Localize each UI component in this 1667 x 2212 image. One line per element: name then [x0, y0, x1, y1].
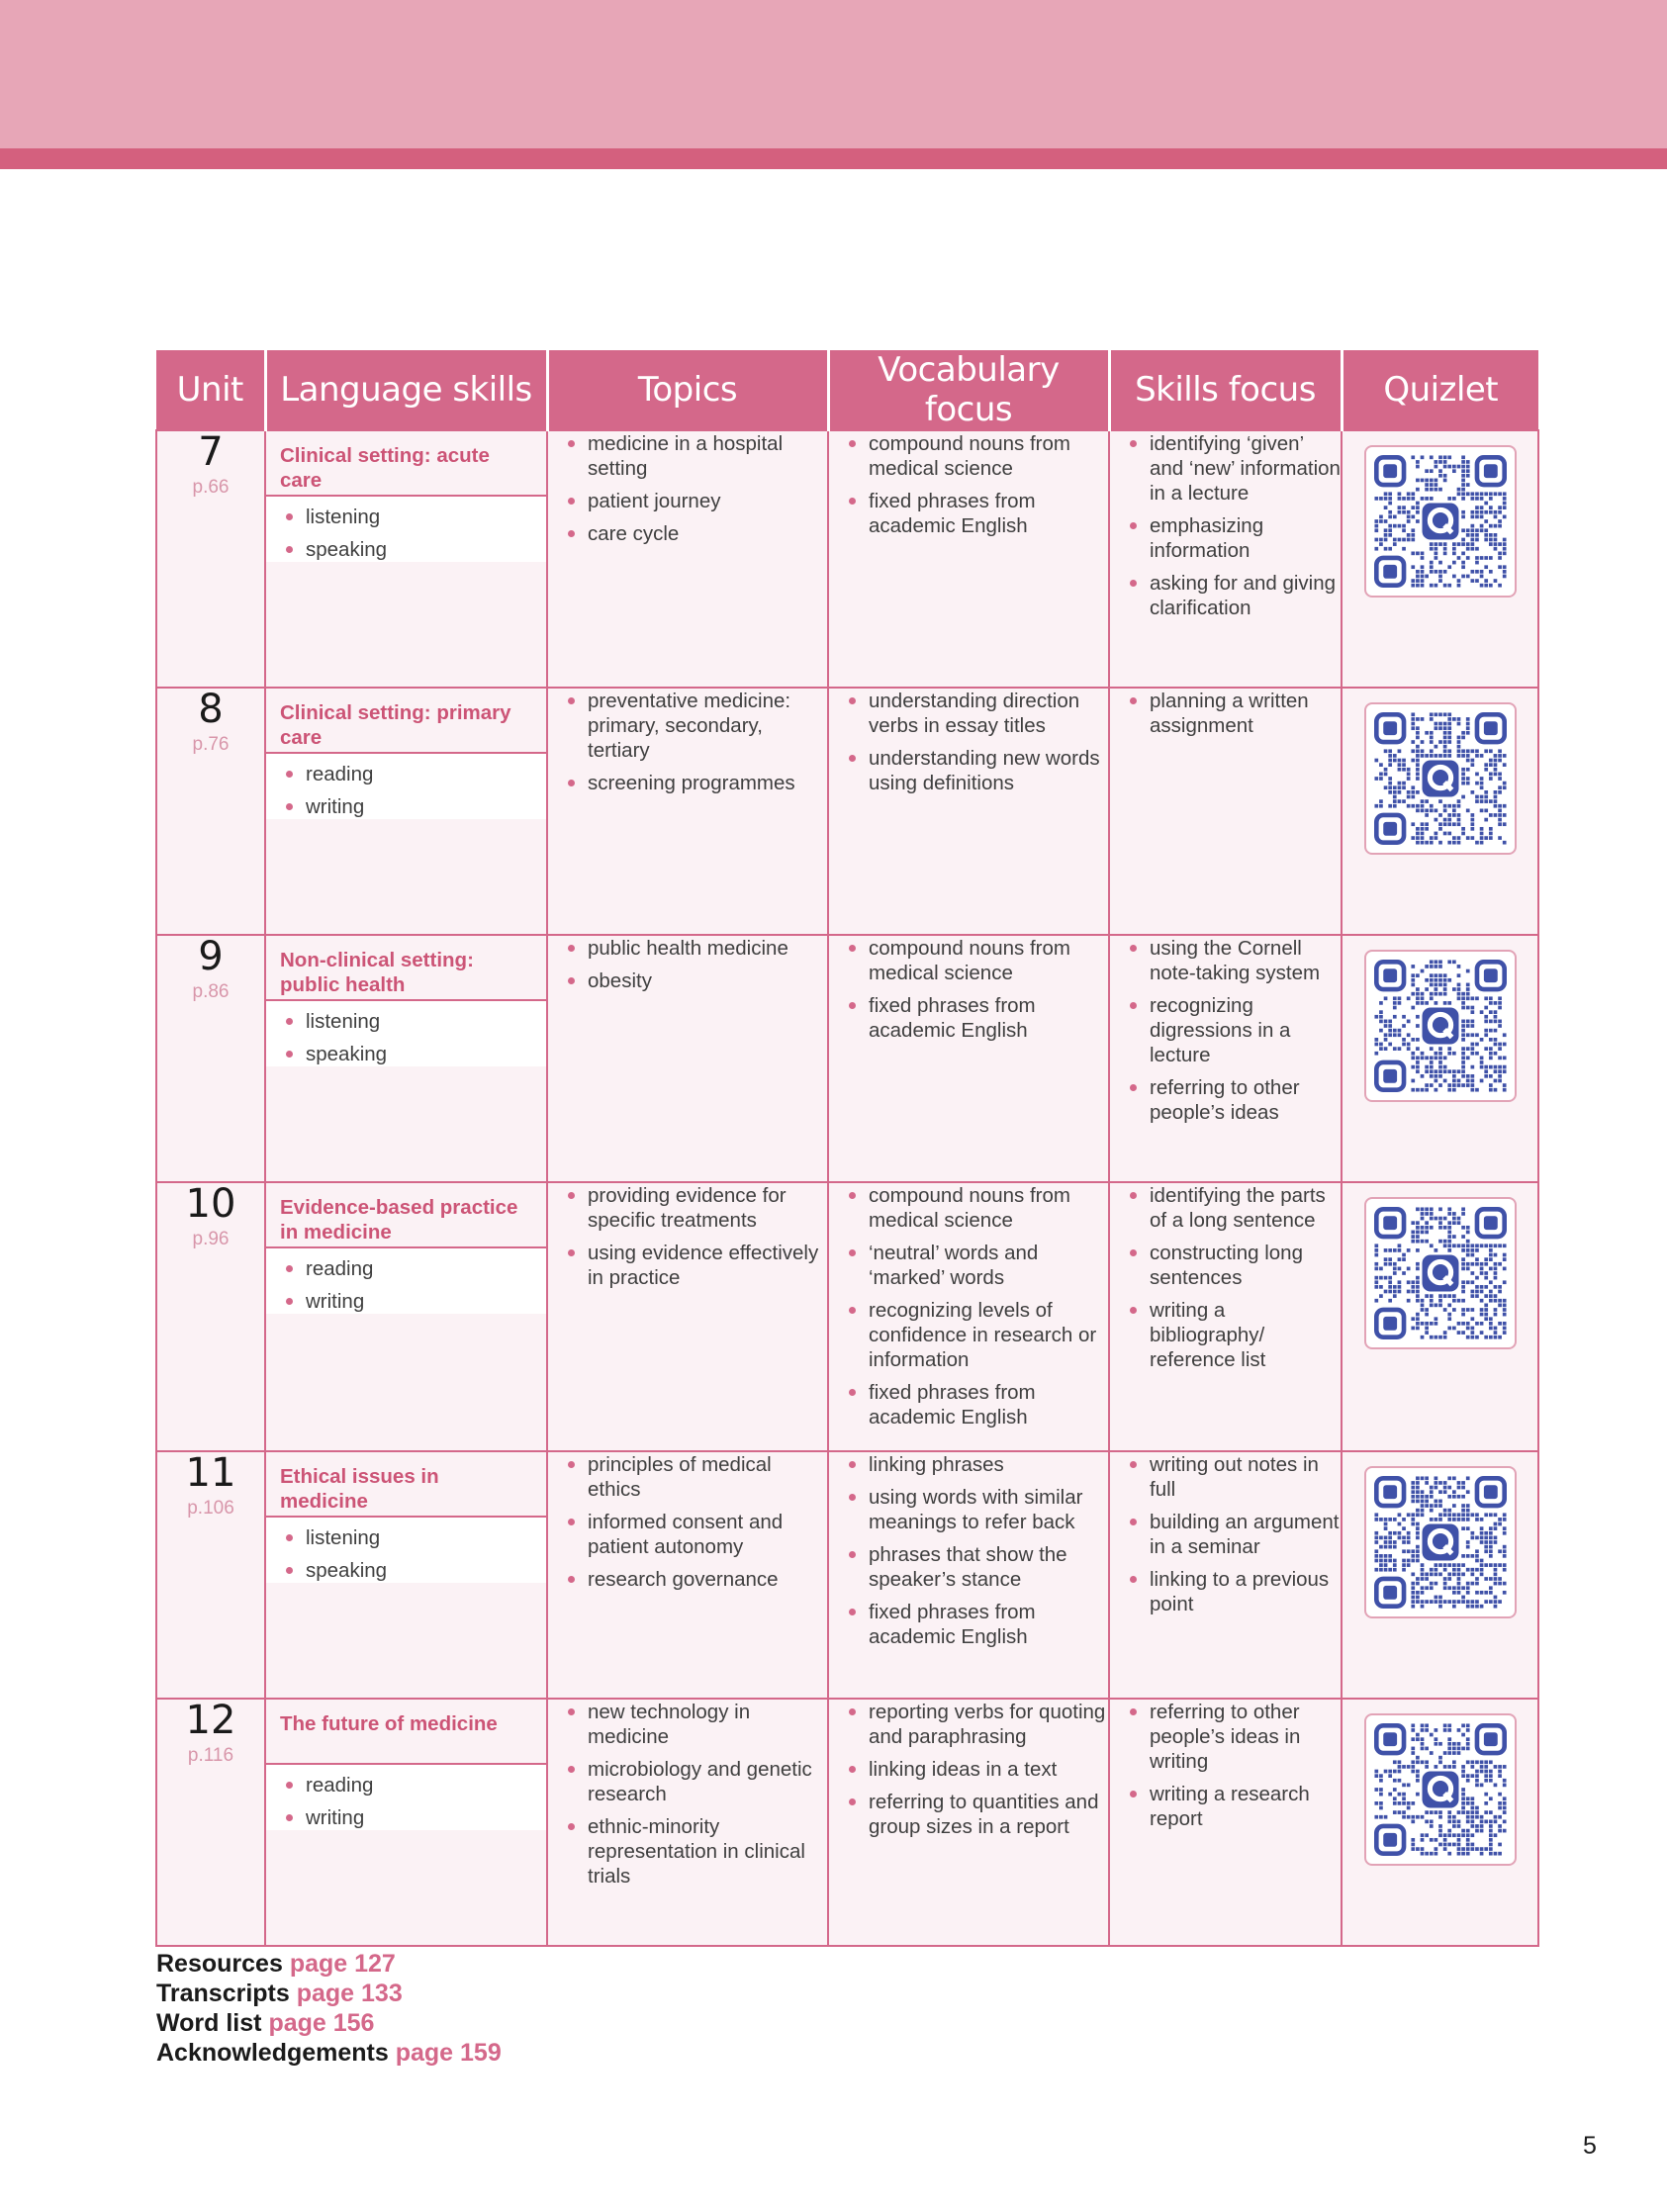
- header-band: [0, 0, 1667, 148]
- unit-title: Clinical setting: primary care: [266, 689, 546, 754]
- vocabulary-focus-cell: [828, 1451, 1109, 1699]
- unit-page-ref[interactable]: p.106: [187, 1498, 234, 1519]
- back-matter-links: [156, 1949, 502, 2068]
- list-item: ‘neutral’ words and ‘marked’ words: [829, 1241, 1108, 1290]
- list-item: ethnic-minority representation in clinical trials: [548, 1814, 827, 1889]
- unit-number: 12: [185, 1698, 236, 1743]
- list-item: reading: [266, 762, 546, 786]
- skills-focus-cell: [1109, 430, 1342, 688]
- skills-focus-cell: [1109, 688, 1342, 935]
- list-item: medicine in a hospital setting: [548, 431, 827, 481]
- vocabulary-list: [829, 1452, 1108, 1649]
- vocabulary-focus-cell: [828, 430, 1109, 688]
- list-item: using the Cornell note-taking system: [1110, 936, 1341, 985]
- unit-cell: [156, 935, 265, 1182]
- vocabulary-list: [829, 1183, 1108, 1429]
- page-number: 5: [1583, 2132, 1597, 2160]
- unit-cell: [156, 1699, 265, 1946]
- list-item: microbiology and genetic research: [548, 1757, 827, 1806]
- language-skills-cell: [265, 430, 547, 688]
- list-item: planning a written assignment: [1110, 689, 1341, 738]
- list-item: writing out notes in full: [1110, 1452, 1341, 1502]
- list-item: referring to other people’s ideas: [1110, 1075, 1341, 1125]
- list-item: compound nouns from medical science: [829, 936, 1108, 985]
- topics-cell: [547, 430, 828, 688]
- quizlet-qr-code-icon: [1374, 1723, 1507, 1856]
- quizlet-cell: [1342, 935, 1538, 1182]
- vocabulary-list: [829, 689, 1108, 795]
- unit-cell: [156, 1182, 265, 1451]
- header-stripe: [0, 148, 1667, 169]
- list-item: recognizing digressions in a lecture: [1110, 993, 1341, 1067]
- quizlet-qr-code-icon: [1374, 455, 1507, 588]
- skills-focus-list: [1110, 1452, 1341, 1616]
- list-item: listening: [266, 1525, 546, 1550]
- list-item: speaking: [266, 1042, 546, 1066]
- list-item: writing: [266, 794, 546, 819]
- col-header-vocabulary-focus: Vocabulary focus: [828, 350, 1109, 430]
- footer-link-resources[interactable]: Resources page 127: [156, 1950, 396, 1978]
- skills-focus-list: [1110, 431, 1341, 620]
- list-item: using words with similar meanings to refer back: [829, 1485, 1108, 1534]
- quizlet-qr-card[interactable]: [1364, 950, 1517, 1102]
- list-item: fixed phrases from academic English: [829, 1380, 1108, 1429]
- language-skills-cell: [265, 935, 547, 1182]
- skills-list: [266, 1001, 546, 1066]
- quizlet-cell: [1342, 1182, 1538, 1451]
- skills-focus-list: [1110, 936, 1341, 1125]
- list-item: reporting verbs for quoting and paraphrasing: [829, 1700, 1108, 1749]
- list-item: listening: [266, 1009, 546, 1034]
- unit-title: Non-clinical setting: public health: [266, 936, 546, 1001]
- skills-list: [266, 497, 546, 562]
- topics-list: [548, 1183, 827, 1290]
- vocabulary-focus-cell: [828, 688, 1109, 935]
- vocabulary-focus-cell: [828, 935, 1109, 1182]
- quizlet-qr-card[interactable]: [1364, 1713, 1517, 1866]
- quizlet-qr-card[interactable]: [1364, 702, 1517, 855]
- language-skills-list: [266, 1009, 546, 1066]
- vocabulary-focus-cell: [828, 1699, 1109, 1946]
- topics-list: [548, 431, 827, 546]
- language-skills-list: [266, 1256, 546, 1314]
- footer-link-transcripts[interactable]: Transcripts page 133: [156, 1980, 403, 2007]
- list-item: providing evidence for specific treatments: [548, 1183, 827, 1233]
- unit-cell: [156, 1451, 265, 1699]
- list-item: linking ideas in a text: [829, 1757, 1108, 1782]
- list-item: referring to other people’s ideas in writing: [1110, 1700, 1341, 1774]
- list-item: listening: [266, 505, 546, 529]
- vocabulary-list: [829, 431, 1108, 538]
- quizlet-qr-card[interactable]: [1364, 1197, 1517, 1349]
- list-item: reading: [266, 1256, 546, 1281]
- skills-focus-cell: [1109, 1182, 1342, 1451]
- col-header-quizlet: Quizlet: [1342, 350, 1538, 430]
- topics-list: [548, 1700, 827, 1889]
- list-item: fixed phrases from academic English: [829, 489, 1108, 538]
- list-item: recognizing levels of confidence in research or information: [829, 1298, 1108, 1372]
- unit-page-ref[interactable]: p.96: [192, 1229, 230, 1249]
- col-header-unit: Unit: [156, 350, 265, 430]
- skills-list: [266, 1248, 546, 1314]
- list-item: emphasizing information: [1110, 513, 1341, 563]
- list-item: writing: [266, 1805, 546, 1830]
- quizlet-qr-code-icon: [1374, 712, 1507, 845]
- language-skills-cell: [265, 1451, 547, 1699]
- list-item: public health medicine: [548, 936, 827, 961]
- quizlet-qr-card[interactable]: [1364, 1466, 1517, 1618]
- skills-focus-list: [1110, 1183, 1341, 1372]
- list-item: speaking: [266, 537, 546, 562]
- unit-page-ref[interactable]: p.76: [192, 734, 230, 755]
- list-item: screening programmes: [548, 771, 827, 795]
- unit-cell: [156, 688, 265, 935]
- quizlet-qr-code-icon: [1374, 960, 1507, 1092]
- list-item: identifying the parts of a long sentence: [1110, 1183, 1341, 1233]
- list-item: writing a research report: [1110, 1782, 1341, 1831]
- list-item: linking to a previous point: [1110, 1567, 1341, 1616]
- list-item: understanding new words using definitions: [829, 746, 1108, 795]
- skills-list: [266, 1518, 546, 1583]
- topics-list: [548, 689, 827, 795]
- unit-page-ref[interactable]: p.116: [187, 1745, 234, 1766]
- table-row: [156, 935, 1538, 1182]
- col-header-language-skills: Language skills: [265, 350, 547, 430]
- unit-title: The future of medicine: [266, 1700, 546, 1765]
- list-item: understanding direction verbs in essay titles: [829, 689, 1108, 738]
- list-item: reading: [266, 1773, 546, 1797]
- quizlet-cell: [1342, 430, 1538, 688]
- list-item: linking phrases: [829, 1452, 1108, 1477]
- list-item: writing a bibliography/ reference list: [1110, 1298, 1341, 1372]
- list-item: preventative medicine: primary, secondary, tertiary: [548, 689, 827, 763]
- skills-focus-list: [1110, 1700, 1341, 1831]
- list-item: informed consent and patient autonomy: [548, 1510, 827, 1559]
- language-skills-cell: [265, 688, 547, 935]
- skills-focus-list: [1110, 689, 1341, 738]
- unit-number: 10: [185, 1181, 236, 1227]
- skills-focus-cell: [1109, 1451, 1342, 1699]
- col-header-topics: Topics: [547, 350, 828, 430]
- list-item: identifying ‘given’ and ‘new’ information in a lecture: [1110, 431, 1341, 506]
- list-item: using evidence effectively in practice: [548, 1241, 827, 1290]
- list-item: obesity: [548, 968, 827, 993]
- quizlet-qr-code-icon: [1374, 1476, 1507, 1609]
- contents-table: [155, 350, 1539, 1947]
- list-item: referring to quantities and group sizes in a report: [829, 1790, 1108, 1839]
- skills-list: [266, 1765, 546, 1830]
- vocabulary-focus-cell: [828, 1182, 1109, 1451]
- vocabulary-list: [829, 936, 1108, 1043]
- col-header-skills-focus: Skills focus: [1109, 350, 1342, 430]
- list-item: patient journey: [548, 489, 827, 513]
- topics-cell: [547, 1451, 828, 1699]
- quizlet-qr-code-icon: [1374, 1207, 1507, 1339]
- language-skills-list: [266, 762, 546, 819]
- unit-cell: [156, 430, 265, 688]
- language-skills-list: [266, 505, 546, 562]
- unit-number: 8: [198, 687, 224, 732]
- table-row: [156, 1699, 1538, 1946]
- topics-cell: [547, 688, 828, 935]
- list-item: fixed phrases from academic English: [829, 993, 1108, 1043]
- table-header-row: [156, 350, 1538, 430]
- list-item: asking for and giving clarification: [1110, 571, 1341, 620]
- topics-cell: [547, 935, 828, 1182]
- topics-list: [548, 936, 827, 993]
- list-item: phrases that show the speaker’s stance: [829, 1542, 1108, 1592]
- list-item: principles of medical ethics: [548, 1452, 827, 1502]
- language-skills-cell: [265, 1182, 547, 1451]
- table-row: [156, 430, 1538, 688]
- footer-link-acknowledgements[interactable]: Acknowledgements page 159: [156, 2039, 502, 2067]
- unit-number: 11: [185, 1450, 236, 1496]
- language-skills-list: [266, 1773, 546, 1830]
- table-row: [156, 1451, 1538, 1699]
- unit-title: Ethical issues in medicine: [266, 1452, 546, 1518]
- quizlet-cell: [1342, 688, 1538, 935]
- skills-list: [266, 754, 546, 819]
- list-item: speaking: [266, 1558, 546, 1583]
- list-item: compound nouns from medical science: [829, 1183, 1108, 1233]
- list-item: new technology in medicine: [548, 1700, 827, 1749]
- unit-title: Evidence-based practice in medicine: [266, 1183, 546, 1248]
- quizlet-qr-card[interactable]: [1364, 445, 1517, 598]
- list-item: care cycle: [548, 521, 827, 546]
- vocabulary-list: [829, 1700, 1108, 1839]
- list-item: constructing long sentences: [1110, 1241, 1341, 1290]
- skills-focus-cell: [1109, 935, 1342, 1182]
- list-item: writing: [266, 1289, 546, 1314]
- quizlet-cell: [1342, 1699, 1538, 1946]
- topics-list: [548, 1452, 827, 1592]
- list-item: building an argument in a seminar: [1110, 1510, 1341, 1559]
- unit-number: 7: [198, 429, 224, 475]
- skills-focus-cell: [1109, 1699, 1342, 1946]
- topics-cell: [547, 1182, 828, 1451]
- unit-title: Clinical setting: acute care: [266, 431, 546, 497]
- unit-page-ref[interactable]: p.86: [192, 981, 230, 1002]
- table-row: [156, 1182, 1538, 1451]
- footer-link-word-list[interactable]: Word list page 156: [156, 2009, 375, 2037]
- quizlet-cell: [1342, 1451, 1538, 1699]
- language-skills-list: [266, 1525, 546, 1583]
- topics-cell: [547, 1699, 828, 1946]
- unit-page-ref[interactable]: p.66: [192, 477, 230, 498]
- list-item: compound nouns from medical science: [829, 431, 1108, 481]
- table-row: [156, 688, 1538, 935]
- language-skills-cell: [265, 1699, 547, 1946]
- unit-number: 9: [198, 934, 224, 979]
- list-item: research governance: [548, 1567, 827, 1592]
- list-item: fixed phrases from academic English: [829, 1600, 1108, 1649]
